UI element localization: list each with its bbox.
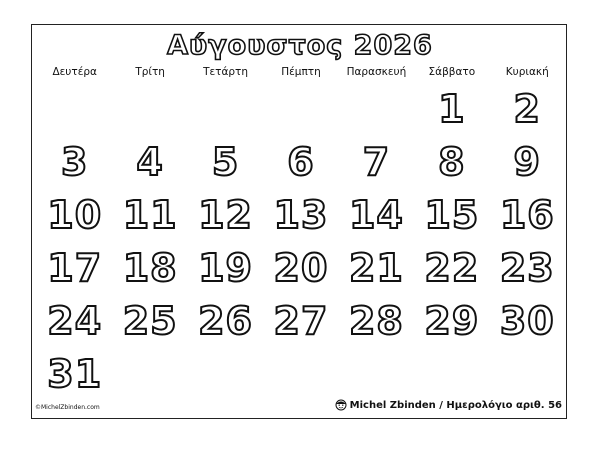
day-cell: 8	[438, 139, 466, 184]
day-cell: 11	[122, 192, 178, 237]
day-cell	[263, 347, 338, 400]
day-cell	[37, 82, 112, 135]
day-cell: 25	[122, 298, 178, 343]
weekday-saturday: Σάββατο	[428, 66, 476, 78]
day-cell: 14	[348, 192, 404, 237]
day-cell: 26	[198, 298, 253, 343]
day-cell: 1	[438, 86, 466, 131]
day-cell: 28	[348, 298, 404, 343]
day-cell: 15	[424, 192, 480, 237]
day-cell: 31	[47, 351, 103, 396]
day-cell	[414, 347, 489, 400]
day-cell: 23	[499, 245, 555, 290]
credit-line	[335, 399, 562, 411]
weekday-thursday: Πέμπτη	[281, 66, 321, 78]
day-cell	[490, 347, 565, 400]
day-cell: 22	[424, 245, 480, 290]
day-cell: 5	[211, 139, 240, 184]
day-cell: 9	[513, 139, 541, 184]
day-cell: 27	[273, 298, 329, 343]
weekday-header-row	[37, 66, 565, 78]
day-grid	[37, 82, 565, 400]
day-cell: 18	[122, 245, 178, 290]
weekday-sunday: Κυριακή	[505, 66, 549, 78]
calendar-title: Αύγουστος 2026	[167, 30, 433, 61]
day-cell	[188, 347, 263, 400]
day-cell	[339, 82, 414, 135]
website-text: ©MichelZbinden.com	[35, 404, 100, 411]
weekday-friday: Παρασκευή	[346, 66, 407, 78]
day-cell: 16	[499, 192, 555, 237]
weekday-monday: Δευτέρα	[52, 66, 97, 78]
day-cell	[188, 82, 263, 135]
day-cell: 24	[47, 298, 103, 343]
day-cell: 6	[287, 139, 315, 184]
day-cell: 21	[348, 245, 404, 290]
day-cell: 7	[362, 139, 391, 184]
weekday-wednesday: Τετάρτη	[203, 66, 249, 78]
weekday-tuesday: Τρίτη	[135, 66, 165, 78]
day-cell	[339, 347, 414, 400]
day-cell: 3	[60, 139, 89, 184]
day-cell: 29	[424, 298, 480, 343]
day-cell: 30	[499, 298, 555, 343]
day-cell	[263, 82, 338, 135]
day-cell	[112, 82, 187, 135]
day-cell: 12	[198, 192, 253, 237]
day-cell: 2	[513, 86, 541, 131]
day-cell: 20	[273, 245, 329, 290]
day-cell: 19	[198, 245, 253, 290]
day-cell: 10	[47, 192, 103, 237]
day-cell: 17	[47, 245, 103, 290]
face-icon	[335, 399, 347, 411]
day-cell	[112, 347, 187, 400]
day-cell: 13	[273, 192, 329, 237]
day-cell: 4	[136, 139, 164, 184]
credit-text: Michel Zbinden / Ημερολόγιο αριθ. 56	[349, 399, 562, 411]
